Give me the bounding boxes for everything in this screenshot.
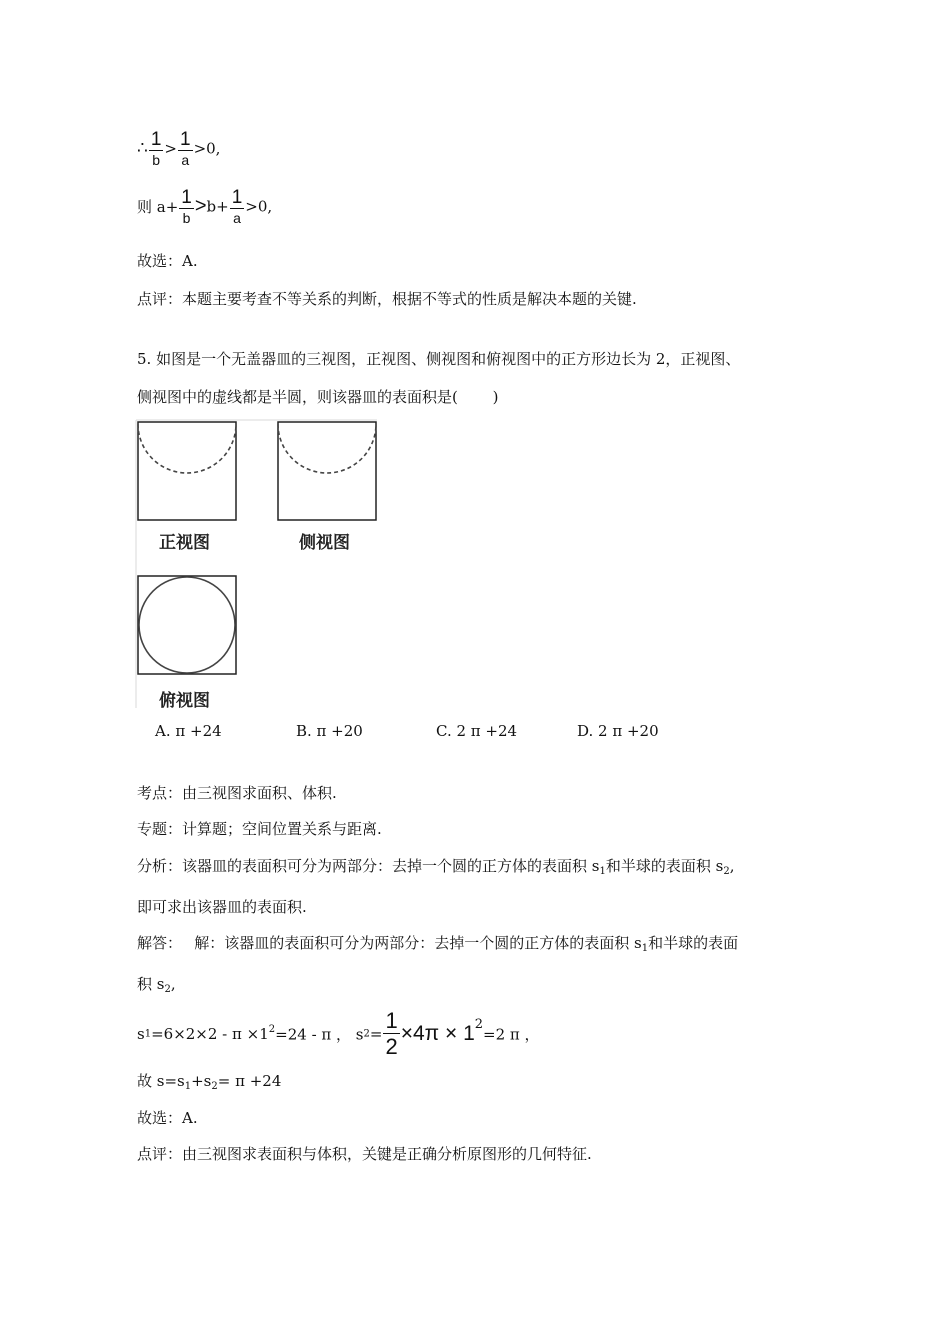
- front-view-label: 正视图: [159, 533, 210, 553]
- choose-line-2: 故选：A.: [137, 1109, 198, 1127]
- comment-line-2: 点评：由三视图求表面积与体积，关键是正确分析原图形的几何特征.: [137, 1145, 592, 1163]
- side-view-square: [278, 422, 376, 520]
- kaodian-line: 考点：由三视图求面积、体积.: [137, 784, 337, 802]
- fraction-1-over-b: $\frac{1}{b}$: [181, 187, 192, 226]
- formula-line: $s1=6\times 2\times 2 - \pi \times 1^2=24 - \pi$ ， s2= $\frac{1}{2}$ ×4π × 12=2 π ，: [137, 1008, 540, 1059]
- option-c: C. 2 π +24: [436, 722, 518, 740]
- greater-than: >: [194, 195, 207, 217]
- option-b: B. π +20: [296, 722, 363, 740]
- front-view-dashed-semicircle: [138, 424, 236, 473]
- fraction-1-over-b: $\frac{1}{b}$: [150, 129, 162, 168]
- side-view-label: 侧视图: [299, 533, 350, 553]
- jieda-line-2: 积 $s_2$,: [137, 975, 176, 995]
- then-suffix: >0,: [245, 197, 273, 216]
- side-view-dashed-semicircle: [278, 424, 376, 473]
- fraction-1-over-2: $\frac{1}{2}$: [385, 1008, 398, 1059]
- therefore-suffix: >0,: [193, 139, 221, 158]
- therefore-line: [137, 130, 220, 167]
- gu-line: 故 $s=s_1+s_2= \pi +24$: [137, 1072, 282, 1092]
- then-line: [137, 188, 272, 225]
- fraction-1-over-a: $\frac{1}{a}$: [179, 129, 191, 168]
- jieda-line-1: 解答： 解：该器皿的表面积可分为两部分：去掉一个圆的正方体的表面积 $s_1$和半球的表面: [137, 934, 739, 954]
- top-view-label: 俯视图: [159, 691, 210, 711]
- three-view-figure: [134, 418, 384, 710]
- greater-than: >: [164, 139, 177, 158]
- then-mid: b+: [206, 197, 229, 216]
- choose-line-1: 故选：A.: [137, 252, 198, 270]
- fenxi-line-1: 分析：该器皿的表面积可分为两部分：去掉一个圆的正方体的表面积 $s_1$和半球的表面积 $s_2$,: [137, 857, 735, 877]
- option-d: D. 2 π +20: [577, 722, 659, 740]
- top-view-circle: [139, 577, 235, 673]
- question-line-1: 5. 如图是一个无盖器皿的三视图，正视图、侧视图和俯视图中的正方形边长为 2，正视图、: [137, 350, 741, 368]
- fraction-1-over-a: $\frac{1}{a}$: [231, 187, 243, 226]
- then-prefix: 则 a+: [137, 198, 179, 216]
- comment-line-1: 点评：本题主要考查不等关系的判断，根据不等式的性质是解决本题的关键.: [137, 290, 637, 308]
- option-a: A. π +24: [155, 722, 222, 740]
- fenxi-line-2: 即可求出该器皿的表面积.: [137, 898, 307, 916]
- question-line-2: 侧视图中的虚线都是半圆，则该器皿的表面积是( ): [137, 388, 499, 406]
- zhuanti-line: 专题：计算题；空间位置关系与距离.: [137, 820, 382, 838]
- front-view-square: [138, 422, 236, 520]
- therefore-symbol: ∴: [137, 138, 148, 159]
